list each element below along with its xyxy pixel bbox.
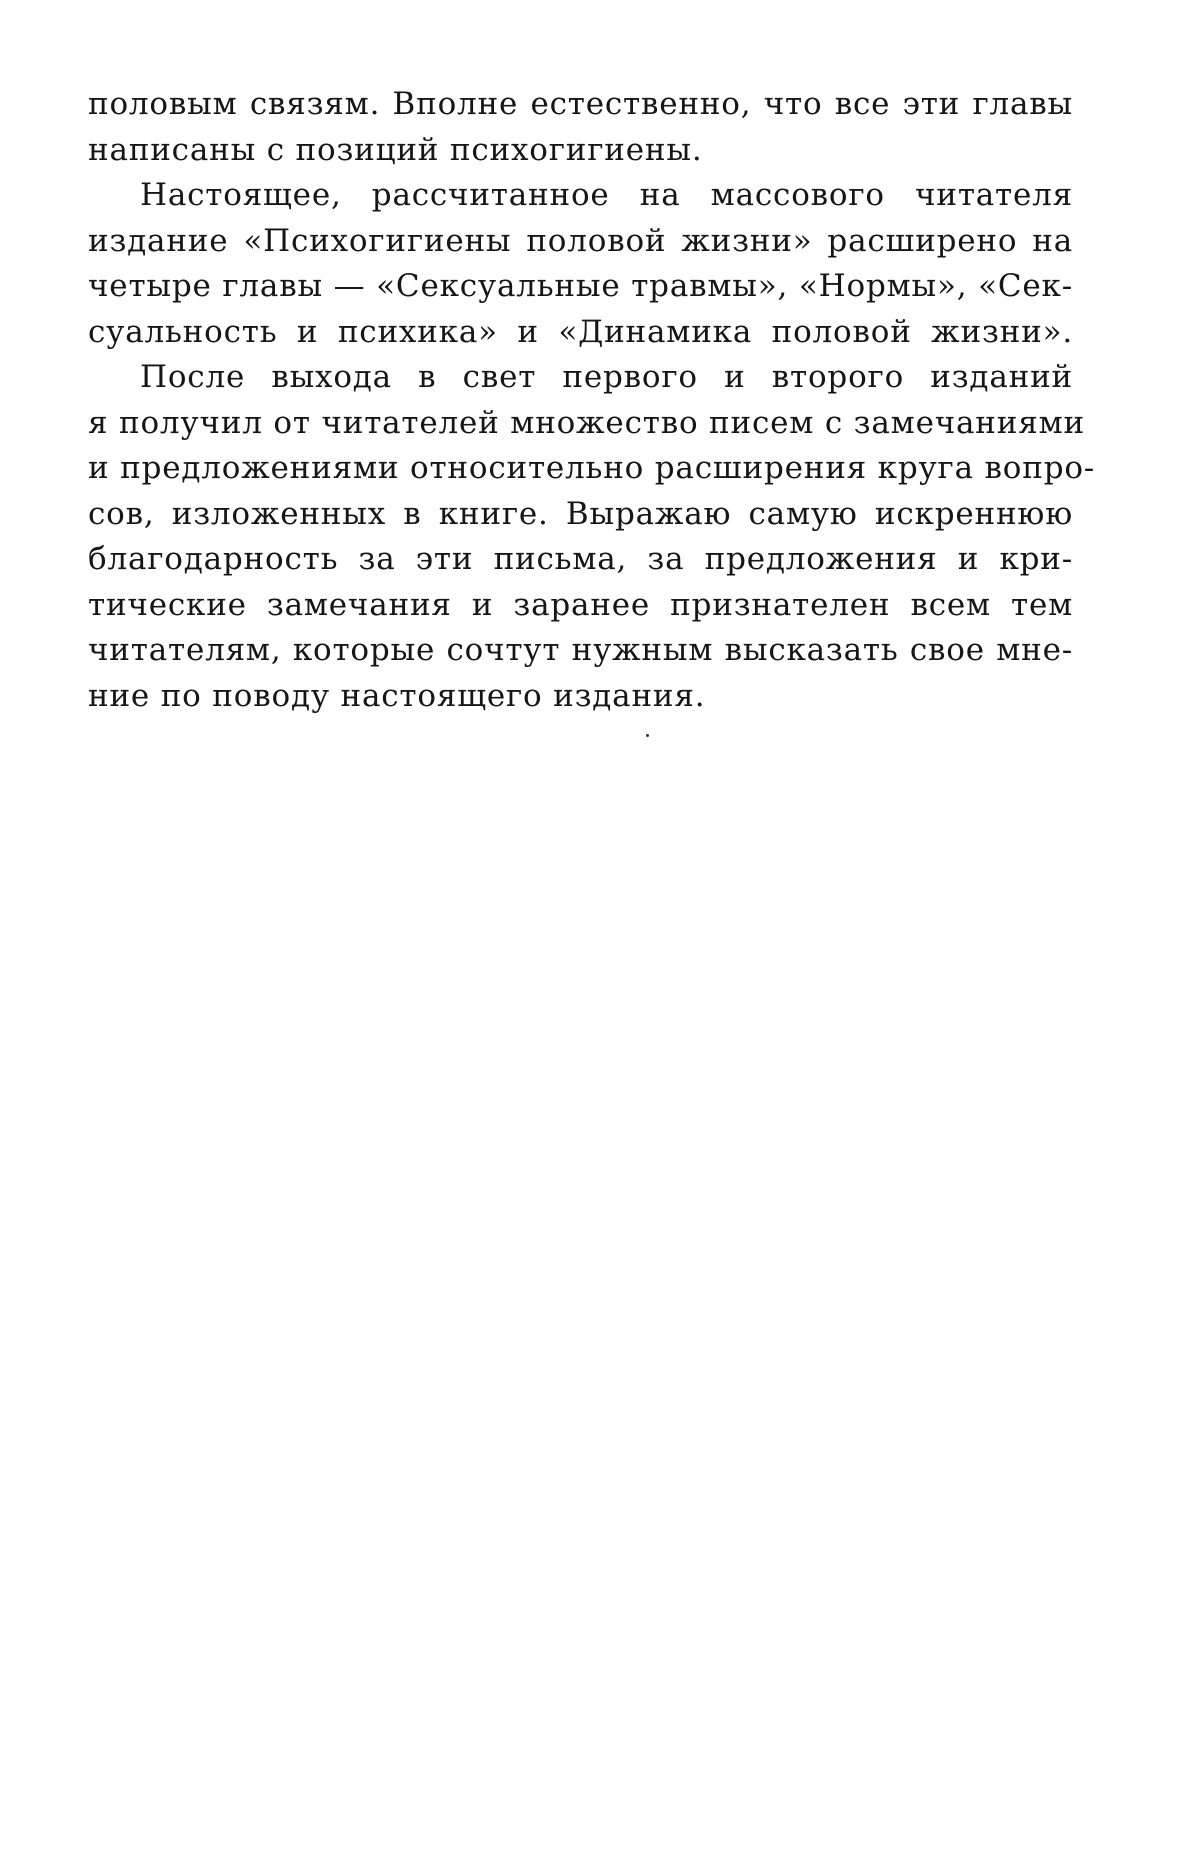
text-line: и предложениями относительно расширения круга вопро- — [88, 450, 1096, 486]
ink-speck — [646, 734, 649, 737]
body-text — [88, 82, 1096, 719]
text-line: Настоящее, рассчитанное на массового читателя — [140, 177, 1073, 213]
text-line: издание «Психогигиены половой жизни» расширено на — [88, 222, 1073, 259]
text-line: сов, изложенных в книге. Выражаю самую искреннюю — [88, 495, 1073, 532]
text-line: половым связям. Вполне естественно, что все эти главы — [88, 86, 1073, 122]
text-line: написаны с позиций психогигиены. — [88, 131, 703, 168]
text-line: читателям, которые сочтут нужным высказать свое мне- — [88, 632, 1073, 668]
text-line: тические замечания и заранее признателен всем тем — [88, 586, 1073, 623]
text-line: четыре главы — «Сексуальные травмы», «Нормы», «Сек- — [88, 268, 1073, 304]
text-line: ние по поводу настоящего издания. — [88, 677, 706, 714]
text-line: После выхода в свет первого и второго изданий — [140, 359, 1073, 395]
text-line: благодарность за эти письма, за предложения и кри- — [88, 541, 1073, 577]
text-line: суальность и психика» и «Динамика половой жизни». — [88, 313, 1073, 350]
text-line: я получил от читателей множество писем с замечаниями — [88, 404, 1085, 441]
